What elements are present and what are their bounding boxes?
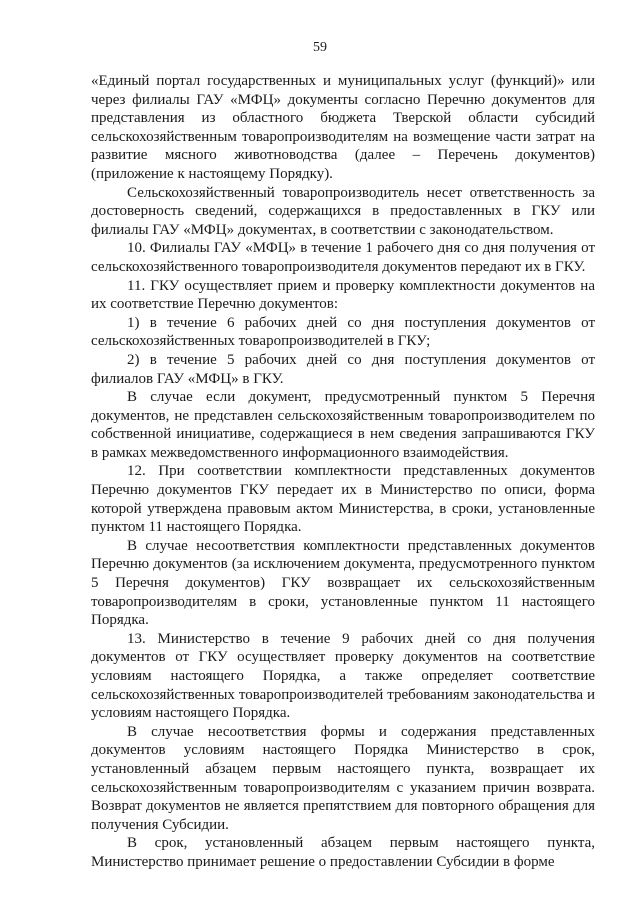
paragraph-11: В случае несоответствия формы и содержания представленных документов условиям настоящего Порядка Министерство в срок, установленный абзацем первым настоящего пункта, возвращает их сельскохозяйственным товаропроизводителям с указанием причин возврата. Возврат документов не является препятствием для повторного обращения для получения Субсидии. [91,723,595,833]
document-body [91,72,595,872]
paragraph-10: 13. Министерство в течение 9 рабочих дней со дня получения документов от ГКУ осуществляет проверку документов на соответствие условиям настоящего Порядка, а также определяет соответствие сельскохозяйственных товаропроизводителей требованиям законодательства и условиям настоящего Порядка. [91,630,595,722]
paragraph-2: Сельскохозяйственный товаропроизводитель несет ответственность за достоверность сведений, содержащихся в предоставленных в ГКУ или филиалы ГАУ «МФЦ» документах, в соответствии с законодательством. [91,184,595,238]
paragraph-3: 10. Филиалы ГАУ «МФЦ» в течение 1 рабочего дня со дня получения от сельскохозяйственного товаропроизводителя документов передают их в ГКУ. [91,240,595,275]
paragraph-4: 11. ГКУ осуществляет прием и проверку комплектности документов на их соответствие Перечню документов: [91,277,595,313]
page-number: 59 [313,40,327,55]
paragraph-7: В случае если документ, предусмотренный пунктом 5 Перечня документов, не представлен сельскохозяйственным товаропроизводителем по собственной инициативе, содержащиеся в нем сведения запрашиваются ГКУ в рамках межведомственного информационного взаимодействия. [91,389,595,461]
paragraph-12: В срок, установленный абзацем первым настоящего пункта, Министерство принимает решение о предоставлении Субсидии в форме [91,835,595,870]
paragraph-8: 12. При соответствии комплектности представленных документов Перечню документов ГКУ передает их в Министерство по описи, форма которой утверждена правовым актом Министерства, в сроки, установленные пунктом 11 настоящего Порядка. [91,463,595,536]
paragraph-1: «Единый портал государственных и муниципальных услуг (функций)» или через филиалы ГАУ «МФЦ» документы согласно Перечню документов для представления из областного бюджета Тверской области субсидий сельскохозяйственным товаропроизводителям на возмещение части затрат на развитие мясного животноводства (далее – Перечень документов) (приложение к настоящему Порядку). [91,73,595,182]
paragraph-6: 2) в течение 5 рабочих дней со дня поступления документов от филиалов ГАУ «МФЦ» в ГКУ. [91,351,595,387]
paragraph-9: В случае несоответствия комплектности представленных документов Перечню документов (за исключением документа, предусмотренного пунктом 5 Перечня документов) ГКУ возвращает их сельскохозяйственным товаропроизводителям в сроки, установленные пунктом 11 настоящего Порядка. [91,537,595,629]
paragraph-5: 1) в течение 6 рабочих дней со дня поступления документов от сельскохозяйственных товаропроизводителей в ГКУ; [91,314,595,350]
